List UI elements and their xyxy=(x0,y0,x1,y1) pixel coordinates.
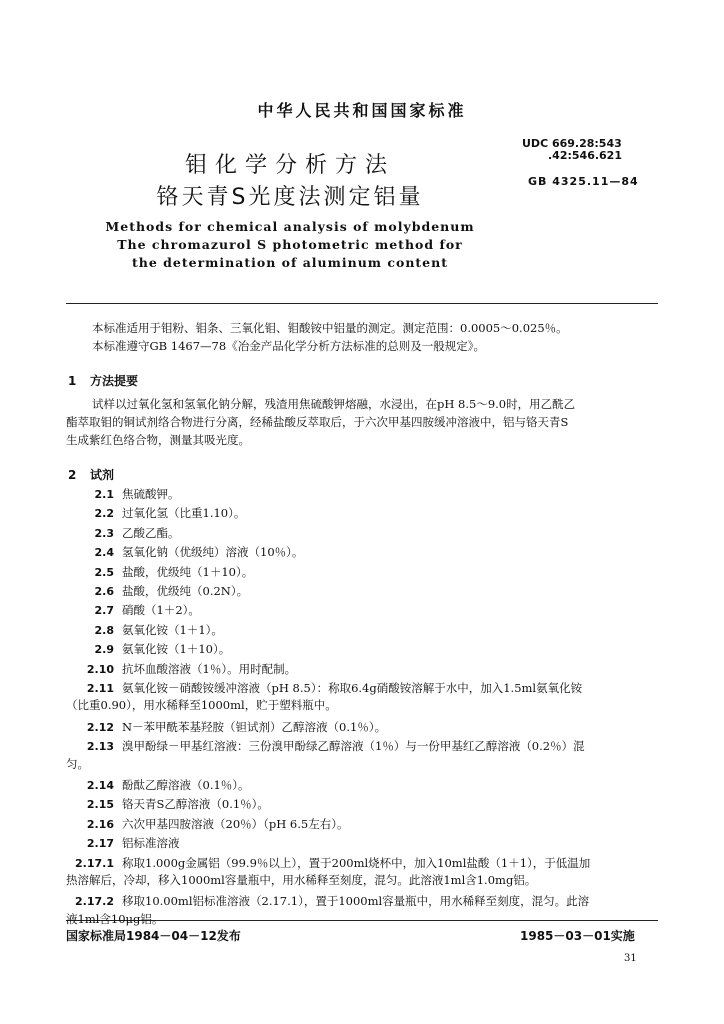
udc-line-1: UDC 669.28:543 xyxy=(522,137,622,150)
reagent-item: 2.17.2 移取10.00ml铝标准溶液（2.17.1），置于1000ml容量瓶中，用水稀释至刻度，混匀。此溶 xyxy=(75,894,590,909)
reagent-item: 2.2 过氧化氢（比重1.10）。 xyxy=(94,506,246,521)
reagent-2-17-1-continuation: 热溶解后，冷却，移入1000ml容量瓶中，用水稀释至刻度，混匀。此溶液1ml含1.0mg铝。 xyxy=(66,873,537,887)
reagent-2-17-2-continuation: 液1ml含10μg铝。 xyxy=(66,911,164,926)
section-2-title: 试剂 xyxy=(90,468,115,482)
issue-date: 国家标准局1984－04－12发布 xyxy=(66,929,241,943)
title-english-line-1: Methods for chemical analysis of molybdenum xyxy=(105,219,475,234)
reagent-item: 2.5 盐酸，优级纯（1＋10）。 xyxy=(94,564,254,579)
issuing-country-header: 中华人民共和国国家标准 xyxy=(257,101,467,120)
reagent-item: 2.15 铬天青S乙醇溶液（0.1％）。 xyxy=(86,797,269,812)
section-1-line-1: 试样以过氧化氢和氢氧化钠分解，残渣用焦硫酸钾熔融，水浸出，在pH 8.5～9.0时，用乙酰乙 xyxy=(92,397,576,411)
reagent-item: 2.13 溴甲酚绿－甲基红溶液：三份溴甲酚绿乙醇溶液（1％）与一份甲基红乙醇溶液（0.2％）混 xyxy=(86,739,585,754)
reagent-item: 2.1 焦硫酸钾。 xyxy=(94,487,180,501)
reagent-item: 2.9 氨氧化铵（1＋10）。 xyxy=(94,642,231,657)
udc-line-2: .42:546.621 xyxy=(548,149,622,162)
reagent-item: 2.7 硝酸（1＋2）。 xyxy=(94,603,200,618)
reagent-item: 2.16 六次甲基四胺溶液（20％）（pH 6.5左右）。 xyxy=(86,816,349,831)
section-1-title: 方法提要 xyxy=(90,374,139,388)
title-chinese-line-1: 钼化学分析方法 xyxy=(184,153,395,178)
title-english-line-2: The chromazurol S photometric method for xyxy=(117,237,463,252)
reagent-2-13-continuation: 匀。 xyxy=(66,756,89,771)
reagent-2-11-continuation: （比重0.90），用水稀释至1000ml，贮于塑料瓶中。 xyxy=(66,698,337,713)
section-1-heading xyxy=(68,372,138,389)
section-1-line-2: 酯萃取钼的铜试剂络合物进行分离，经稀盐酸反萃取后，于六次甲基四胺缓冲溶液中，铝与铬天青S xyxy=(66,415,569,429)
reagent-item: 2.12 N－苯甲酰苯基羟胺（钽试剂）乙醇溶液（0.1％）。 xyxy=(86,719,387,734)
reagent-item: 2.17.1 称取1.000g金属铝（99.9％以上），置于200ml烧杯中，加入10ml盐酸（1＋1），于低温加 xyxy=(75,855,591,870)
reagent-item: 2.3 乙酸乙酯。 xyxy=(94,525,180,540)
reagent-item: 2.14 酚酞乙醇溶液（0.1％）。 xyxy=(86,778,250,792)
reagent-item: 2.17 铝标准溶液 xyxy=(86,836,180,851)
title-chinese-line-2: 铬天青S光度法测定铝量 xyxy=(156,185,424,210)
section-2-heading xyxy=(68,466,114,483)
intro-paragraph-1: 本标准适用于钼粉、钼条、三氧化钼、钼酸铵中铝量的测定。测定范围：0.0005～0.025％。 xyxy=(92,321,568,335)
reagent-item: 2.6 盐酸，优级纯（0.2N）。 xyxy=(94,584,249,598)
section-1-line-3: 生成紫红色络合物，测量其吸光度。 xyxy=(66,433,250,447)
intro-paragraph-2: 本标准遵守GB 1467—78《冶金产品化学分析方法标准的总则及一般规定》。 xyxy=(92,339,485,353)
reagent-item: 2.8 氨氧化铵（1＋1）。 xyxy=(94,622,223,637)
section-1-number: 1 xyxy=(68,374,77,388)
gb-standard-number: GB 4325.11—84 xyxy=(528,175,639,188)
reagent-item: 2.4 氢氧化钠（优级纯）溶液（10％）。 xyxy=(94,545,304,560)
reagent-item: 2.10 抗坏血酸溶液（1％）。用时配制。 xyxy=(86,661,297,676)
effective-date: 1985－03－01实施 xyxy=(520,929,635,943)
page-number: 31 xyxy=(624,953,637,964)
section-2-number: 2 xyxy=(68,468,77,482)
title-english-line-3: the determination of aluminum content xyxy=(132,255,448,270)
reagent-item: 2.11 氨氧化铵－硝酸铵缓冲溶液（pH 8.5）：称取6.4g硝酸铵溶解于水中，加入1.5ml氨氧化铵 xyxy=(86,681,583,695)
header-divider xyxy=(66,303,658,304)
